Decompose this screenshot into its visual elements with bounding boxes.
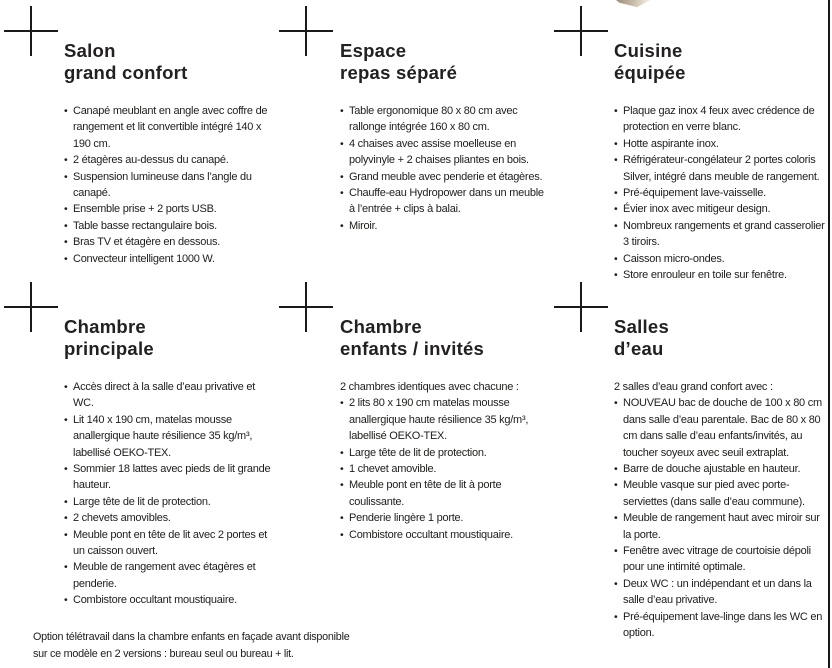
section-title: Cuisine équipée [614, 40, 686, 83]
list-item: • Store enrouleur en toile sur fenêtre. [614, 267, 826, 283]
section-intro: 2 chambres identiques avec chacune : [340, 381, 519, 393]
list-item: • Meuble vasque sur pied avec porte-serviettes (dans salle d’eau commune). [614, 477, 826, 510]
list-item: • Évier inox avec mitigeur design. [614, 201, 826, 217]
list-item: • Barre de douche ajustable en hauteur. [614, 461, 826, 477]
list-item: • Convecteur intelligent 1000 W. [64, 251, 272, 267]
crop-mark-icon [554, 282, 608, 332]
list-item: • Deux WC : un indépendant et un dans la salle d’eau privative. [614, 576, 826, 609]
feature-list [340, 395, 548, 543]
section-chambre-enfants-invites [340, 316, 548, 543]
footnote-line: sur ce modèle en 2 versions : bureau seul ou bureau + lit. [33, 648, 294, 660]
list-item: • 2 chevets amovibles. [64, 510, 272, 526]
section-title: Espace repas séparé [340, 40, 458, 83]
list-item: • Combistore occultant moustiquaire. [64, 592, 272, 608]
list-item: • Canapé meublant en angle avec coffre de rangement et lit convertible intégré 140 x 190 cm. [64, 103, 272, 152]
crop-mark-icon [4, 282, 58, 332]
list-item: • 2 lits 80 x 190 cm matelas mousse anallergique haute résilience 35 kg/m³, labellisé OEKO-TEX. [340, 395, 548, 444]
list-item: • Grand meuble avec penderie et étagères. [340, 169, 548, 185]
list-item: • Meuble de rangement haut avec miroir sur la porte. [614, 510, 826, 543]
feature-list [340, 103, 548, 234]
list-item: • 2 étagères au-dessus du canapé. [64, 152, 272, 168]
footnote-line: Option télétravail dans la chambre enfants en façade avant disponible [33, 631, 350, 643]
section-espace-repas-separe [340, 40, 548, 234]
list-item: • Penderie lingère 1 porte. [340, 510, 548, 526]
list-item: • Hotte aspirante inox. [614, 136, 826, 152]
list-item: • Table basse rectangulaire bois. [64, 218, 272, 234]
list-item: • 4 chaises avec assise moelleuse en polyvinyle + 2 chaises pliantes en bois. [340, 136, 548, 169]
list-item: • Combistore occultant moustiquaire. [340, 527, 548, 543]
section-title: Chambre principale [64, 316, 154, 359]
list-item: • Nombreux rangements et grand casserolier 3 tiroirs. [614, 218, 826, 251]
list-item: • Réfrigérateur-congélateur 2 portes coloris Silver, intégré dans meuble de rangement. [614, 152, 826, 185]
list-item: • 1 chevet amovible. [340, 461, 548, 477]
crop-mark-icon [554, 6, 608, 56]
list-item: • Large tête de lit de protection. [64, 494, 272, 510]
list-item: • Caisson micro-ondes. [614, 251, 826, 267]
section-chambre-principale [64, 316, 272, 609]
list-item: • Meuble pont en tête de lit avec 2 portes et un caisson ouvert. [64, 527, 272, 560]
footnote [33, 629, 393, 663]
list-item: • Sommier 18 lattes avec pieds de lit grande hauteur. [64, 461, 272, 494]
list-item: • Pré-équipement lave-linge dans les WC en option. [614, 609, 826, 642]
list-item: • NOUVEAU bac de douche de 100 x 80 cm dans salle d’eau parentale. Bac de 80 x 80 cm dans salle d’eau enfants/invités, au toucher soyeux avec seuil extraplat. [614, 395, 826, 461]
photo-edge-fragment [616, 0, 650, 8]
list-item: • Meuble pont en tête de lit à porte coulissante. [340, 477, 548, 510]
section-salles-d-eau [614, 316, 826, 642]
list-item: • Meuble de rangement avec étagères et penderie. [64, 559, 272, 592]
section-salon-grand-confort [64, 40, 272, 267]
list-item: • Plaque gaz inox 4 feux avec crédence de protection en verre blanc. [614, 103, 826, 136]
list-item: • Miroir. [340, 218, 548, 234]
feature-list [64, 103, 272, 267]
crop-mark-icon [279, 282, 333, 332]
list-item: • Ensemble prise + 2 ports USB. [64, 201, 272, 217]
crop-mark-icon [4, 6, 58, 56]
list-item: • Accès direct à la salle d’eau privative et WC. [64, 379, 272, 412]
page-right-border [828, 0, 830, 668]
list-item: • Table ergonomique 80 x 80 cm avec rallonge intégrée 160 x 80 cm. [340, 103, 548, 136]
section-cuisine-equipee [614, 40, 826, 283]
list-item: • Fenêtre avec vitrage de courtoisie dépoli pour une intimité optimale. [614, 543, 826, 576]
list-item: • Lit 140 x 190 cm, matelas mousse anallergique haute résilience 35 kg/m³, labellisé OEKO-TEX. [64, 412, 272, 461]
feature-list [64, 379, 272, 609]
list-item: • Pré-équipement lave-vaisselle. [614, 185, 826, 201]
list-item: • Chauffe-eau Hydropower dans un meuble à l’entrée + clips à balai. [340, 185, 548, 218]
feature-list [614, 395, 826, 641]
section-intro: 2 salles d’eau grand confort avec : [614, 381, 773, 393]
crop-mark-icon [279, 6, 333, 56]
section-title: Salles d’eau [614, 316, 669, 359]
list-item: • Bras TV et étagère en dessous. [64, 234, 272, 250]
list-item: • Large tête de lit de protection. [340, 445, 548, 461]
feature-list [614, 103, 826, 283]
section-title: Chambre enfants / invités [340, 316, 485, 359]
section-title: Salon grand confort [64, 40, 188, 83]
list-item: • Suspension lumineuse dans l’angle du canapé. [64, 169, 272, 202]
